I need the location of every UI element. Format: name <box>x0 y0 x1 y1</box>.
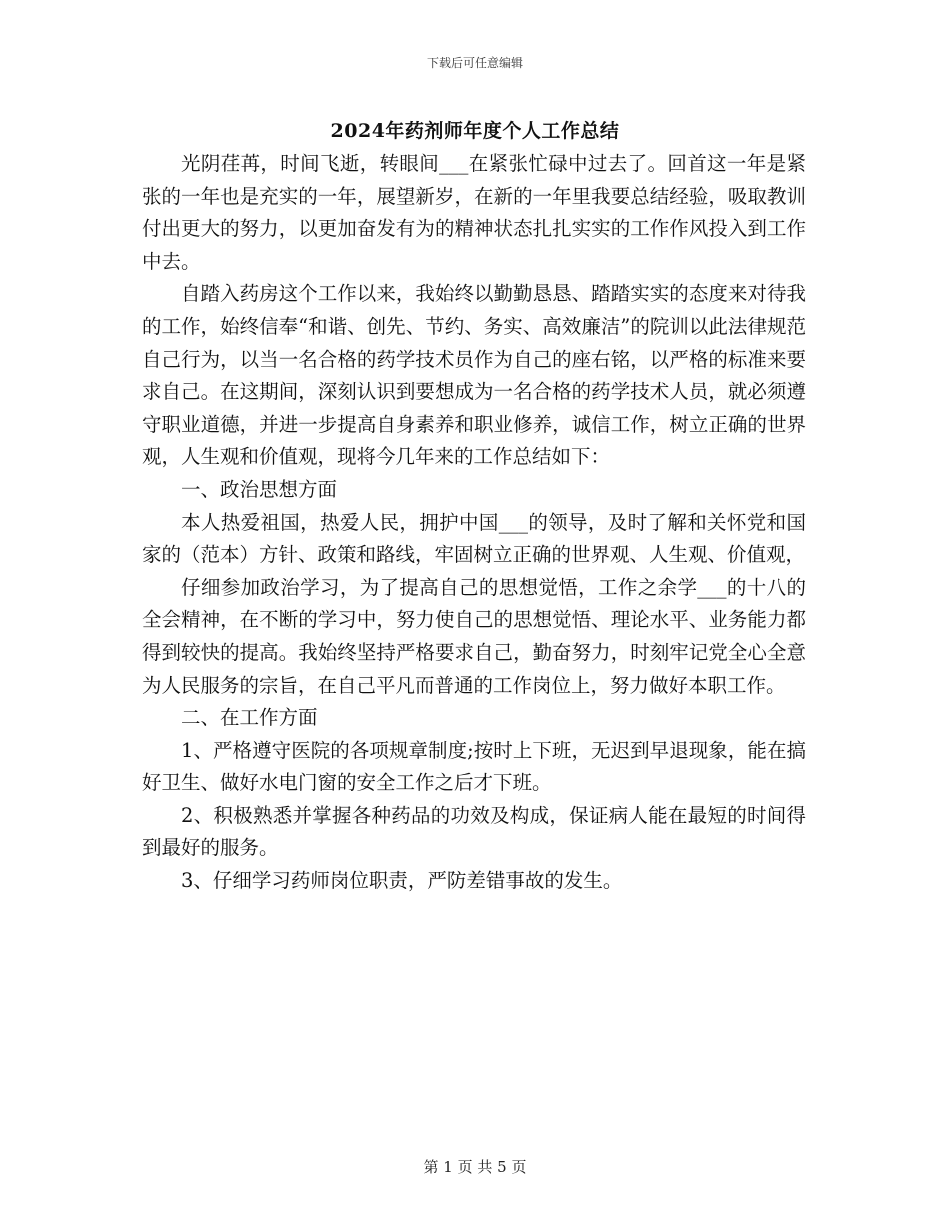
paragraph-intro: 光阴荏苒，时间飞逝，转眼间___在紧张忙碌中过去了。回首这一年是紧张的一年也是充实的一年，展望新岁，在新的一年里我要总结经验，吸取教训付出更大的努力，以更加奋发有为的精神状态扎扎实实的工作作风投入到工作中去。 <box>142 152 806 273</box>
paragraph-work-3: 3、仔细学习药师岗位职责，严防差错事故的发生。 <box>181 869 623 893</box>
document-title: 2024年药剂师年度个人工作总结 <box>330 120 620 142</box>
paragraph-work-1: 1、严格遵守医院的各项规章制度;按时上下班，无迟到早退现象，能在搞好卫生、做好水电门窗的安全工作之后才下班。 <box>142 738 806 795</box>
page-indicator: 第 1 页 共 5 页 <box>423 1158 527 1176</box>
document-body <box>142 148 806 898</box>
page-header-note: 下载后可任意编辑 <box>426 56 523 70</box>
section-heading-politics: 一、政治思想方面 <box>181 477 338 501</box>
paragraph-politics-2: 仔细参加政治学习，为了提高自己的思想觉悟，工作之余学___的十八的全会精神，在不断的学习中，努力使自己的思想觉悟、理论水平、业务能力都得到较快的提高。我始终坚持严格要求自己，勤奋努力，时刻牢记党全心全意为人民服务的宗旨，在自己平凡而普通的工作岗位上，努力做好本职工作。 <box>142 575 806 697</box>
paragraph-work-2: 2、积极熟悉并掌握各种药品的功效及构成，保证病人能在最短的时间得到最好的服务。 <box>142 803 806 860</box>
paragraph-politics-1: 本人热爱祖国，热爱人民，拥护中国___的领导，及时了解和关怀党和国家的（范本）方针、政策和路线，牢固树立正确的世界观、人生观、价值观， <box>142 510 806 567</box>
paragraph-attitude: 自踏入药房这个工作以来，我始终以勤勤恳恳、踏踏实实的态度来对待我的工作，始终信奉“和谐、创先、节约、务实、高效廉洁”的院训以此法律规范自己行为，以当一名合格的药学技术员作为自己的座右铭，以严格的标准来要求自己。在这期间，深刻认识到要想成为一名合格的药学技术人员，就必须遵守职业道德，并进一步提高自身素养和职业修养，诚信工作，树立正确的世界观，人生观和价值观，现将今几年来的工作总结如下： <box>142 282 806 469</box>
section-heading-work: 二、在工作方面 <box>181 706 318 730</box>
